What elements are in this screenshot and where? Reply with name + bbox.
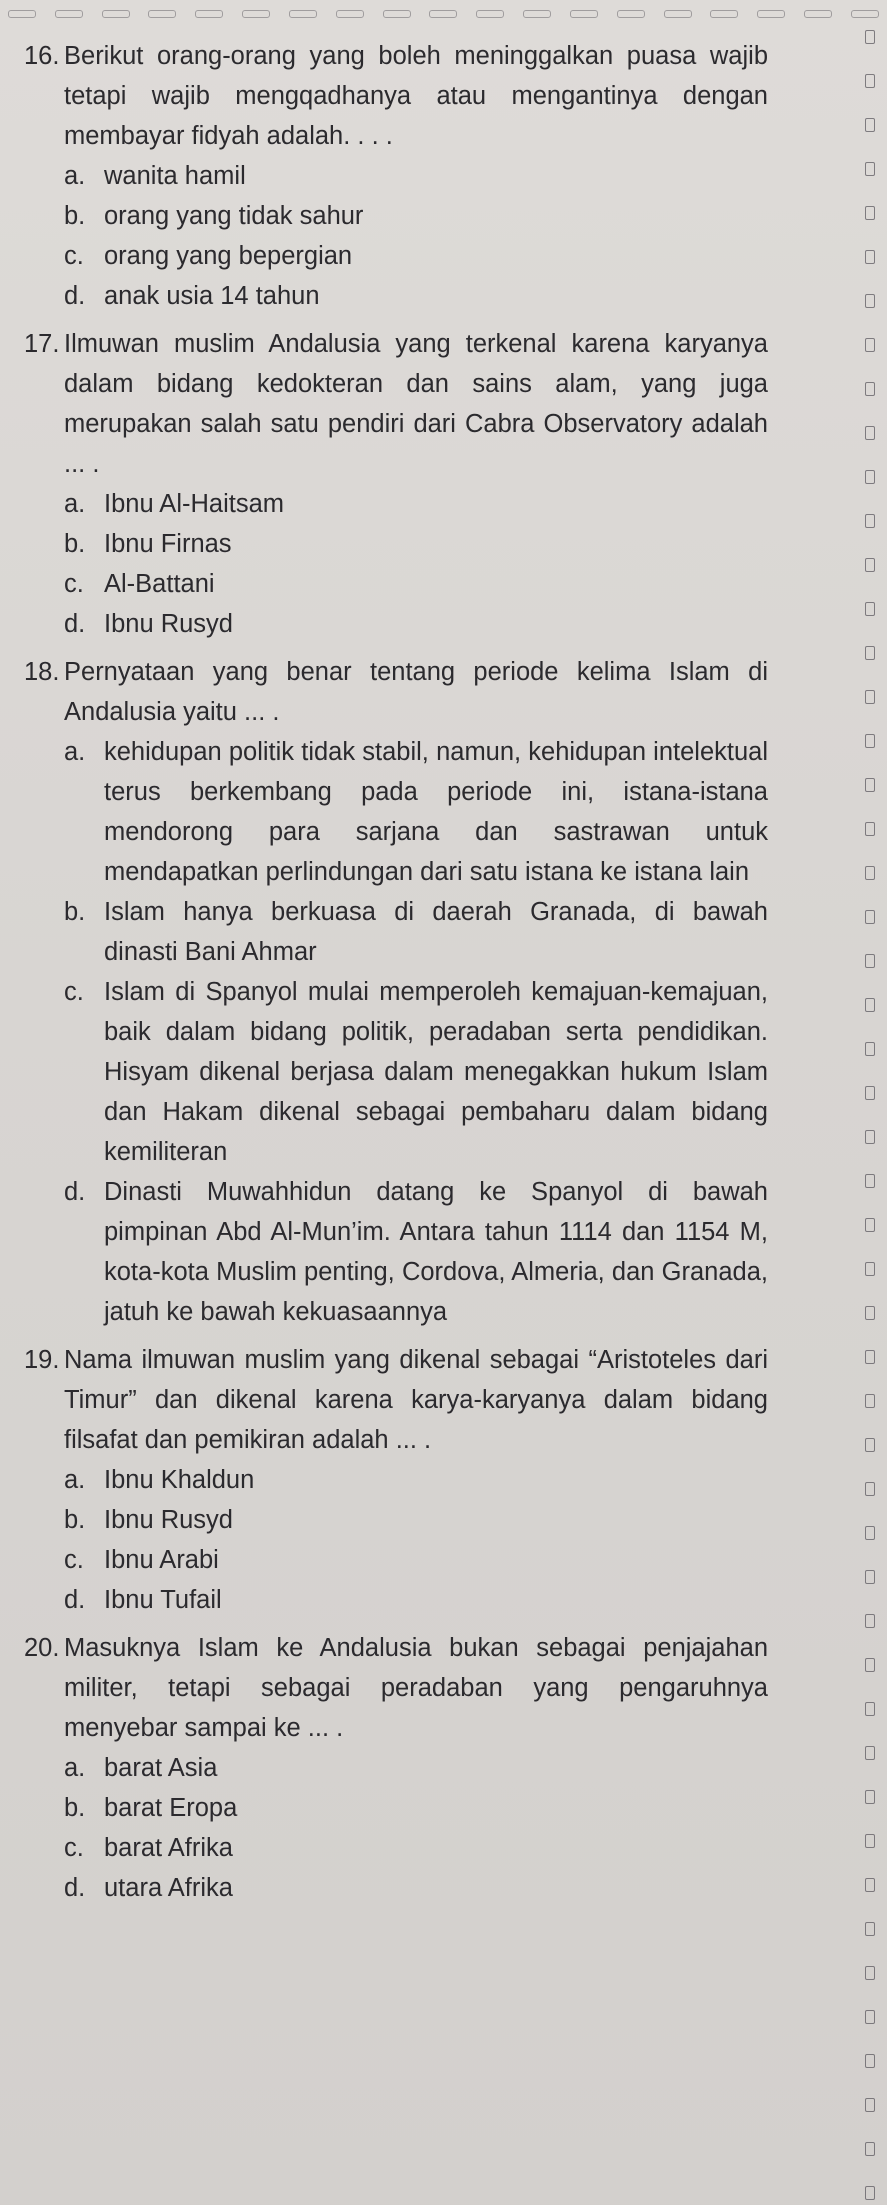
option-text: Ibnu Rusyd [104, 610, 233, 638]
option-text: Ibnu Khaldun [104, 1466, 255, 1494]
option-text: Ibnu Arabi [104, 1546, 219, 1574]
answer-option [64, 1868, 768, 1908]
option-label: d. [64, 1874, 86, 1902]
option-text: barat Eropa [104, 1794, 238, 1822]
option-label: a. [64, 490, 86, 518]
option-text: barat Asia [104, 1754, 218, 1782]
option-label: b. [64, 898, 86, 926]
option-label: d. [64, 1586, 86, 1614]
answer-options [64, 484, 768, 644]
question-text: Masuknya Islam ke Andalusia bukan sebagai penjajahan militer, tetapi sebagai peradaban yang pengaruhnya menyebar sampai ke ... . [64, 1634, 768, 1742]
answer-option [64, 892, 768, 972]
question-number: 19. [24, 1346, 60, 1374]
option-label: d. [64, 610, 86, 638]
answer-option [64, 1500, 768, 1540]
question-text: Ilmuwan muslim Andalusia yang terkenal karena karyanya dalam bidang kedokteran dan sains alam, yang juga merupakan salah satu pendiri dari Cabra Observatory adalah ... . [64, 330, 768, 478]
answer-option [64, 1580, 768, 1620]
option-label: a. [64, 738, 86, 766]
answer-option [64, 1828, 768, 1868]
question-text: Pernyataan yang benar tentang periode kelima Islam di Andalusia yaitu ... . [64, 658, 768, 726]
answer-option [64, 484, 768, 524]
question-list [24, 36, 768, 1916]
option-label: c. [64, 978, 84, 1006]
answer-option [64, 156, 768, 196]
option-label: c. [64, 1546, 84, 1574]
option-text: Dinasti Muwahhidun datang ke Spanyol di bawah pimpinan Abd Al-Mun’im. Antara tahun 1114 dan 1154 M, kota-kota Muslim penting, Cordova, Almeria, dan Granada, jatuh ke bawah kekuasaannya [104, 1178, 768, 1326]
option-text: Ibnu Firnas [104, 530, 232, 558]
answer-option [64, 1540, 768, 1580]
option-text: Ibnu Rusyd [104, 1506, 233, 1534]
option-text: utara Afrika [104, 1874, 233, 1902]
option-text: kehidupan politik tidak stabil, namun, kehidupan intelektual terus berkembang pada periode ini, istana-istana mendorong para sarjana dan sastrawan untuk mendapatkan perlindungan dari satu istana ke istana lain [104, 738, 768, 886]
option-text: Islam di Spanyol mulai memperoleh kemajuan-kemajuan, baik dalam bidang politik, peradaban serta pendidikan. Hisyam dikenal berjasa dalam menegakkan hukum Islam dan Hakam dikenal sebagai pembaharu dalam bidang kemiliteran [104, 978, 768, 1166]
question-number: 17. [24, 330, 60, 358]
option-text: anak usia 14 tahun [104, 282, 320, 310]
answer-option [64, 276, 768, 316]
question-number: 18. [24, 658, 60, 686]
option-text: orang yang bepergian [104, 242, 353, 270]
option-text: orang yang tidak sahur [104, 202, 364, 230]
question-item [24, 652, 768, 1332]
option-text: barat Afrika [104, 1834, 233, 1862]
question-number: 16. [24, 42, 60, 70]
option-label: a. [64, 162, 86, 190]
option-text: Al-Battani [104, 570, 215, 598]
answer-option [64, 972, 768, 1172]
option-text: Ibnu Tufail [104, 1586, 222, 1614]
option-label: b. [64, 530, 86, 558]
answer-option [64, 236, 768, 276]
option-text: Ibnu Al-Haitsam [104, 490, 284, 518]
question-text: Nama ilmuwan muslim yang dikenal sebagai “Aristoteles dari Timur” dan dikenal karena karya-karyanya dalam bidang filsafat dan pemikiran adalah ... . [64, 1346, 768, 1454]
answer-options [64, 732, 768, 1332]
question-item [24, 324, 768, 644]
answer-options [64, 156, 768, 316]
question-text: Berikut orang-orang yang boleh meninggalkan puasa wajib tetapi wajib mengqadhanya atau mengantinya dengan membayar fidyah adalah. . . . [64, 42, 768, 150]
answer-option [64, 524, 768, 564]
answer-option [64, 1788, 768, 1828]
option-label: b. [64, 202, 86, 230]
option-label: c. [64, 570, 84, 598]
binding-edge [861, 30, 875, 2190]
option-label: a. [64, 1466, 86, 1494]
question-item [24, 1628, 768, 1908]
question-item [24, 1340, 768, 1620]
perforation-strip [0, 10, 887, 24]
option-label: d. [64, 282, 86, 310]
answer-option [64, 196, 768, 236]
option-label: b. [64, 1794, 86, 1822]
option-label: a. [64, 1754, 86, 1782]
question-number: 20. [24, 1634, 60, 1662]
answer-option [64, 564, 768, 604]
answer-option [64, 1748, 768, 1788]
option-label: c. [64, 1834, 84, 1862]
answer-options [64, 1460, 768, 1620]
answer-option [64, 732, 768, 892]
option-text: Islam hanya berkuasa di daerah Granada, di bawah dinasti Bani Ahmar [104, 898, 768, 966]
option-label: c. [64, 242, 84, 270]
option-label: b. [64, 1506, 86, 1534]
answer-option [64, 604, 768, 644]
question-item [24, 36, 768, 316]
answer-option [64, 1172, 768, 1332]
answer-options [64, 1748, 768, 1908]
option-label: d. [64, 1178, 86, 1206]
option-text: wanita hamil [104, 162, 246, 190]
answer-option [64, 1460, 768, 1500]
